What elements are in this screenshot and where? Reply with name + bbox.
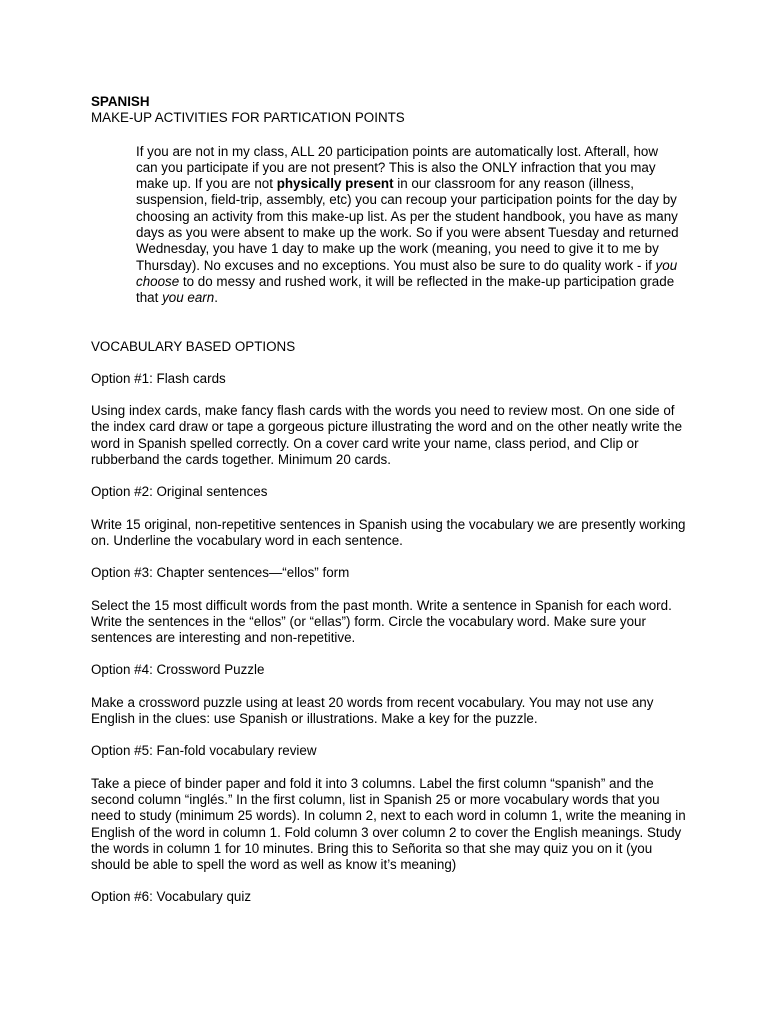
document-subject: SPANISH bbox=[91, 94, 150, 109]
option-body: Using index cards, make fancy flash cards with the words you need to review most. On one side of the index card draw or tape a gorgeous picture illustrating the word and on the other neatly write the word in Spanish spelled correctly. On a cover card write your name, class period, and Clip or rubberband the cards together. Minimum 20 cards. bbox=[91, 403, 683, 468]
option-heading: Option #1: Flash cards bbox=[91, 370, 226, 386]
intro-paragraph bbox=[136, 144, 681, 307]
document-page bbox=[91, 94, 691, 906]
option-heading: Option #4: Crossword Puzzle bbox=[91, 662, 265, 678]
option-heading: Option #5: Fan-fold vocabulary review bbox=[91, 743, 317, 759]
section-heading: VOCABULARY BASED OPTIONS bbox=[91, 338, 296, 354]
option-heading: Option #3: Chapter sentences—“ellos” form bbox=[91, 565, 350, 581]
intro-italic-phrase-1: you choose bbox=[136, 257, 678, 289]
option-body: Make a crossword puzzle using at least 20 words from recent vocabulary. You may not use any English in the clues: use Spanish or illustrations. Make a key for the puzzle. bbox=[91, 694, 654, 727]
intro-text-1: If you are not in my class, ALL 20 participation points are automatically lost. Afterall, how can you participate if you are not present? This is also the ONLY infraction that you may make up. If you are not bbox=[136, 143, 659, 192]
intro-text-3: to do messy and rushed work, it will be reflected in the make-up participation grade that bbox=[136, 273, 675, 306]
option-heading: Option #2: Original sentences bbox=[91, 484, 268, 500]
intro-bold-phrase: physically present bbox=[276, 176, 394, 192]
intro-text-2: in our classroom for any reason (illness, suspension, field-trip, assembly, etc) you can recoup your participation points for the day by choosing an activity from this make-up list. As per the student handbook, you have as many days as you were absent to make up the work. So if you were absent Tuesday and returned Wednesday, you have 1 day to make up the work (meaning, you need to give it to me by Thursday). No excuses and no exceptions. You must also be sure to do quality work - if bbox=[136, 176, 679, 273]
option-body: Write 15 original, non-repetitive sentences in Spanish using the vocabulary we are presently working on. Underline the vocabulary word in each sentence. bbox=[91, 516, 686, 548]
option-heading: Option #6: Vocabulary quiz bbox=[91, 889, 252, 905]
document-title: MAKE-UP ACTIVITIES FOR PARTICATION POINTS bbox=[91, 110, 405, 126]
option-body: Select the 15 most difficult words from the past month. Write a sentence in Spanish for each word. Write the sentences in the “ellos” (or “ellas”) form. Circle the vocabulary word. Make sure your sentences are interesting and non-repetitive. bbox=[91, 597, 672, 646]
intro-text-4: . bbox=[214, 290, 218, 306]
intro-italic-phrase-2: you earn bbox=[162, 290, 215, 306]
option-body: Take a piece of binder paper and fold it into 3 columns. Label the first column “spanish” and the second column “inglés.” In the first column, list in Spanish 25 or more vocabulary words that you need to study (minimum 25 words). In column 2, next to each word in column 1, write the meaning in English of the word in column 1. Fold column 3 over column 2 to cover the English meanings. Study the words in column 1 for 10 minutes. Bring this to Señorita so that she may quiz you on it (you should be able to spell the word as well as know it’s meaning) bbox=[91, 775, 686, 873]
